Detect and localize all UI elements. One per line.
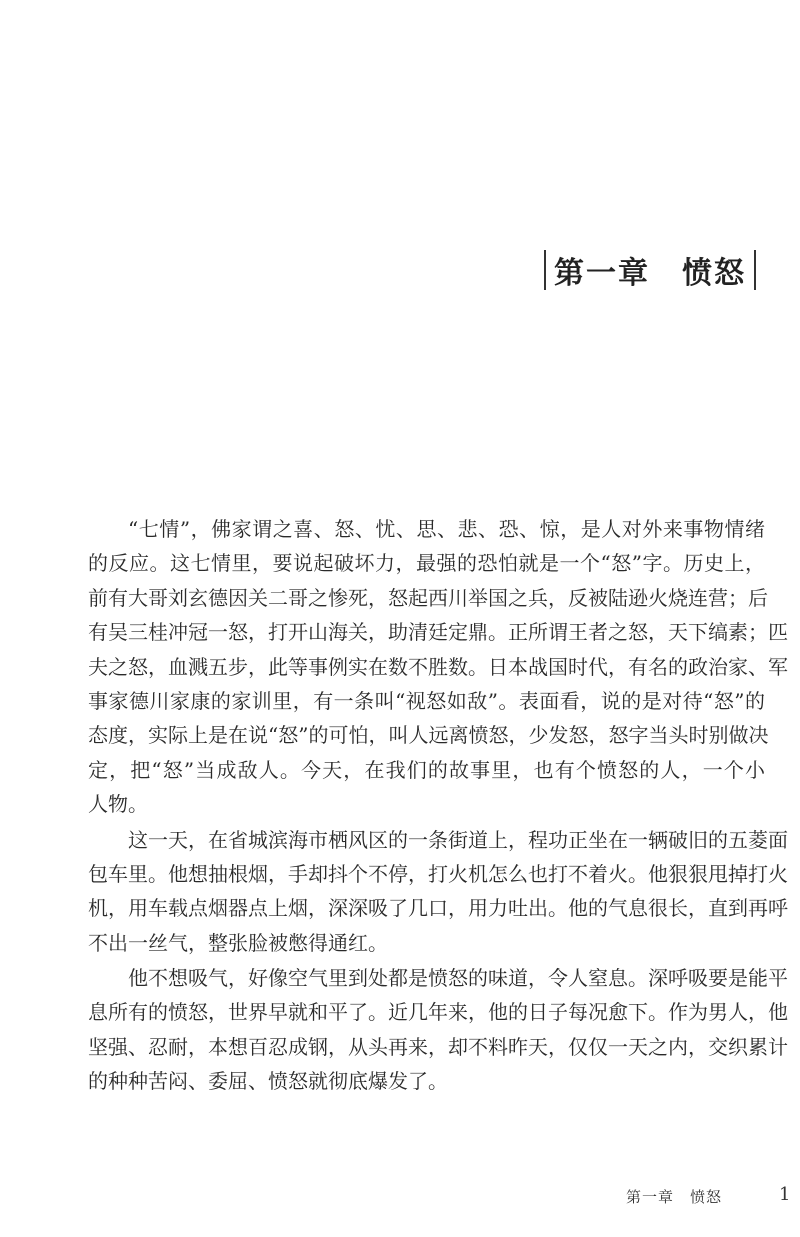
text-line: 包车里。他想抽根烟，手却抖个不停，打火机怎么也打不着火。他狠狠甩掉打火 [88, 861, 788, 886]
chapter-heading [536, 248, 764, 292]
running-title: 第一章 愤怒 [626, 1188, 723, 1206]
text-line: 夫之怒，血溅五步，此等事例实在数不胜数。日本战国时代，有名的政治家、军 [88, 654, 788, 679]
chapter-title: 第一章 愤怒 [554, 256, 746, 291]
text-line: 息所有的愤怒，世界早就和平了。近几年来，他的日子每况愈下。作为男人，他 [88, 1000, 788, 1025]
page-number: 1 [779, 1184, 791, 1205]
text-line: 他不想吸气，好像空气里到处都是愤怒的味道，令人窒息。深呼吸要是能平 [128, 966, 788, 991]
text-line: 坚强、忍耐，本想百忍成钢，从头再来，却不料昨天，仅仅一天之内，交织累计 [88, 1034, 788, 1059]
text-line: 的种种苦闷、委屈、愤怒就彻底爆发了。 [88, 1069, 448, 1094]
text-line: 人物。 [88, 792, 148, 817]
text-line: 机，用车载点烟器点上烟，深深吸了几口，用力吐出。他的气息很长，直到再呼 [88, 896, 788, 921]
text-line: 定，把“怒”当成敌人。今天，在我们的故事里，也有个愤怒的人，一个小 [88, 757, 765, 782]
heading-right-rule [754, 250, 756, 290]
text-line: 的反应。这七情里，要说起破坏力，最强的恐怕就是一个“怒”字。历史上， [88, 551, 765, 576]
text-line: 不出一丝气，整张脸被憋得通红。 [88, 930, 388, 955]
text-line: 前有大哥刘玄德因关二哥之惨死，怒起西川举国之兵，反被陆逊火烧连营；后 [88, 585, 768, 610]
heading-left-rule [544, 250, 546, 290]
text-line: 态度，实际上是在说“怒”的可怕，叫人远离愤怒，少发怒，怒字当头时别做决 [88, 723, 769, 748]
body-text [88, 512, 788, 1100]
text-line: 这一天，在省城滨海市栖风区的一条街道上，程功正坐在一辆破旧的五菱面 [128, 827, 788, 852]
paragraph [88, 823, 788, 961]
text-line: “七情”，佛家谓之喜、怒、忧、思、悲、恐、惊，是人对外来事物情绪 [128, 517, 765, 541]
text-line: 事家德川家康的家训里，有一条叫“视怒如敌”。表面看，说的是对待“怒”的 [88, 688, 765, 713]
paragraph [88, 512, 788, 822]
text-line: 有吴三桂冲冠一怒，打开山海关，助清廷定鼎。正所谓王者之怒，天下缟素；匹 [88, 620, 788, 645]
paragraph [88, 961, 788, 1099]
